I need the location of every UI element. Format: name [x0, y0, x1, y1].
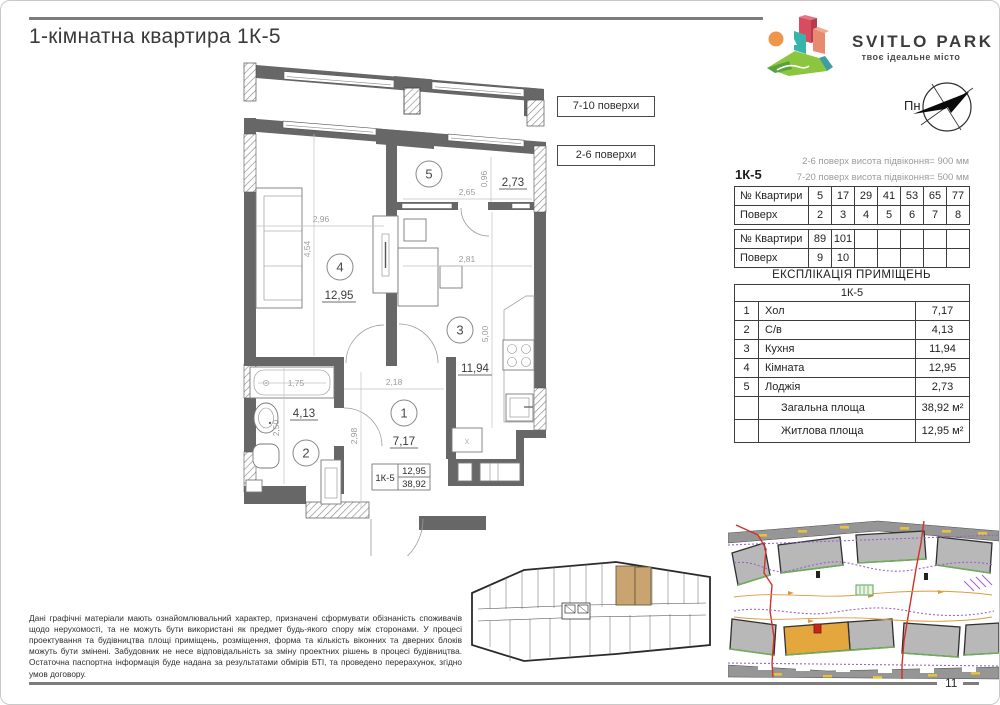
dim-2-50: 2,50	[271, 419, 281, 437]
table-row: № Квартири 89 101	[735, 230, 970, 249]
dim-2-96: 2,96	[312, 214, 330, 224]
table-row: 3 Кухня 11,94	[735, 340, 970, 359]
room-3-area: 11,94	[461, 363, 489, 375]
row-label: № Квартири	[735, 230, 809, 249]
header-rule	[29, 17, 763, 20]
table-row: № Квартири 5 17 29 41 53 65 77	[735, 187, 970, 206]
room-4-area: 12,95	[324, 290, 354, 302]
info-box-total-area: 38,92	[402, 479, 426, 490]
site-playground-icon	[856, 585, 873, 595]
dim-1-75: 1,75	[287, 378, 305, 388]
table-row: 2 С/в 4,13	[735, 321, 970, 340]
compass-icon	[899, 77, 981, 137]
table-row: 1 Хол 7,17	[735, 302, 970, 321]
sill-height-note-2: 7-20 поверх висота підвіконня= 500 мм	[796, 172, 969, 183]
site-buildings-south	[730, 619, 999, 657]
footer-rule-end	[963, 682, 979, 685]
plan-info-box	[372, 464, 430, 490]
building-key-plan	[466, 557, 716, 672]
dim-0-96: 0,96	[479, 170, 489, 188]
dim-5-00: 5,00	[480, 325, 490, 343]
apartment-floor-plan	[226, 56, 556, 556]
table-row: Поверх 9 10	[735, 249, 970, 268]
living-area-label: Житлова площа	[759, 420, 916, 443]
row-label: № Квартири	[735, 187, 809, 206]
site-unit-marker	[814, 624, 821, 633]
info-box-unit: 1К-5	[375, 473, 395, 484]
room-5-area: 2,73	[501, 177, 525, 189]
disclaimer-text: Дані графічні матеріали мають ознайомлювальний характер, призначені сформувати обізнаність споживачів щодо нерухомості, та не можуть бути використані як предмет будь-якого спору між сторонами. У процесі проектування та будівництва площі приміщень, розміщення, форма та кількість віконних та дверних блоків можуть бути змінені. Забудовник не несе відповідальність за зміну проектних рішень в процесі будівництва. Остаточна паспортна інформація буде надана за результатами обмірів БТІ, та проведено перерахунок, згідно умов договору.	[29, 613, 462, 679]
total-area-value: 38,92 м²	[916, 397, 970, 420]
room-5-number: 5	[425, 166, 433, 182]
footer-rule	[29, 682, 937, 685]
dim-2-98: 2,98	[349, 427, 359, 445]
room-4-number: 4	[336, 259, 344, 275]
key-plan-highlighted-unit	[616, 566, 651, 605]
compass-north-label: Пн	[904, 98, 921, 113]
row-label: Поверх	[735, 206, 809, 225]
table-row	[735, 420, 970, 443]
brand-logo-icon	[761, 9, 845, 81]
unit-code: 1К-5	[735, 167, 762, 182]
table-row: Поверх 2 3 4 5 6 7 8	[735, 206, 970, 225]
info-box-living-area: 12,95	[402, 466, 426, 477]
brand-tagline: твоє ідеальне місто	[861, 52, 961, 62]
room-3-number: 3	[456, 322, 464, 338]
row-label: Поверх	[735, 249, 809, 268]
brand-name: SVITLO PARK	[852, 32, 994, 51]
apartments-floors-table-1	[734, 186, 970, 225]
table-row: 4 Кімната 12,95	[735, 359, 970, 378]
explication-table	[734, 284, 970, 443]
dim-2-65: 2,65	[458, 187, 476, 197]
page-title: 1-кімнатна квартира 1К-5	[29, 25, 281, 48]
dim-4-54: 4,54	[302, 240, 312, 258]
room-2-area: 4,13	[292, 408, 316, 420]
room-2-number: 2	[302, 445, 310, 461]
page-number: 11	[945, 676, 958, 690]
table-row	[735, 285, 970, 302]
dim-2-18: 2,18	[385, 377, 403, 387]
explication-title: ЕКСПЛІКАЦІЯ ПРИМІЩЕНЬ	[772, 269, 931, 281]
room-1-area: 7,17	[392, 436, 416, 448]
explication-header: 1К-5	[735, 285, 970, 302]
floors-7-10-label: 7-10 поверхи	[557, 96, 655, 117]
site-plan	[728, 519, 999, 686]
floors-2-6-label: 2-6 поверхи	[557, 145, 655, 166]
dim-2-81: 2,81	[458, 254, 476, 264]
wall-section-7-10-floors	[244, 63, 544, 126]
total-area-label: Загальна площа	[759, 397, 916, 420]
table-row: 5 Лоджія 2,73	[735, 378, 970, 397]
site-orange-paths	[734, 591, 992, 621]
room-1-number: 1	[400, 405, 408, 421]
apartments-floors-table-2	[734, 229, 970, 268]
sill-height-note-1: 2-6 поверх висота підвіконня= 900 мм	[802, 156, 969, 167]
table-row	[735, 397, 970, 420]
living-area-value: 12,95 м²	[916, 420, 970, 443]
washer-mark: х	[464, 436, 470, 446]
